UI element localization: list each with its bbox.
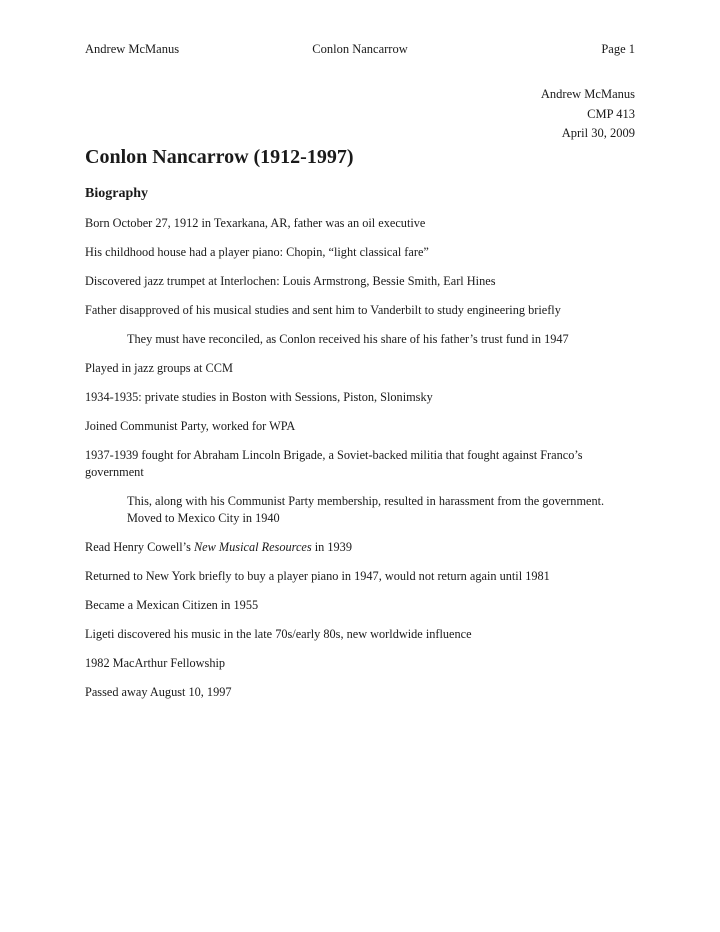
biography-item-text: in 1939 (311, 540, 352, 554)
course-code: CMP 413 (587, 106, 635, 121)
biography-item-text: Read Henry Cowell’s (85, 540, 194, 554)
section-heading: Biography (85, 186, 149, 201)
author-info-block (541, 85, 635, 144)
document-title: Conlon Nancarrow (1912-1997) (85, 146, 354, 168)
book-title: New Musical Resources (193, 540, 312, 554)
page-number: Page 1 (601, 42, 635, 56)
biography-item: 1937-1939 fought for Abraham Lincoln Brigade, a Soviet-backed militia that fought against Franco’s government (85, 448, 583, 479)
running-header (85, 42, 635, 60)
biography-item: Passed away August 10, 1997 (85, 685, 232, 699)
biography-item (85, 539, 640, 556)
header-author: Andrew McManus (85, 42, 180, 56)
biography-item: 1934-1935: private studies in Boston with Sessions, Piston, Slonimsky (85, 390, 433, 404)
biography-item: They must have reconciled, as Conlon received his share of his father’s trust fund in 1947 (127, 332, 569, 346)
biography-list (85, 215, 640, 713)
biography-item: 1982 MacArthur Fellowship (85, 656, 226, 670)
biography-item: Joined Communist Party, worked for WPA (85, 419, 296, 433)
header-title: Conlon Nancarrow (312, 42, 408, 56)
biography-item: Played in jazz groups at CCM (85, 361, 233, 375)
biography-item: Father disapproved of his musical studies and sent him to Vanderbilt to study engineering briefly (85, 303, 561, 317)
document-date: April 30, 2009 (561, 126, 635, 140)
biography-item: This, along with his Communist Party membership, resulted in harassment from the government. Moved to Mexico City in 1940 (127, 494, 605, 525)
author-name: Andrew McManus (540, 87, 635, 101)
biography-item: Ligeti discovered his music in the late 70s/early 80s, new worldwide influence (85, 627, 472, 641)
biography-item: Born October 27, 1912 in Texarkana, AR, father was an oil executive (85, 216, 426, 230)
biography-item: Returned to New York briefly to buy a player piano in 1947, would not return again until 1981 (85, 569, 550, 583)
biography-item: Became a Mexican Citizen in 1955 (85, 598, 259, 612)
biography-item: Discovered jazz trumpet at Interlochen: Louis Armstrong, Bessie Smith, Earl Hines (85, 274, 496, 288)
biography-item: His childhood house had a player piano: Chopin, “light classical fare” (85, 245, 429, 259)
